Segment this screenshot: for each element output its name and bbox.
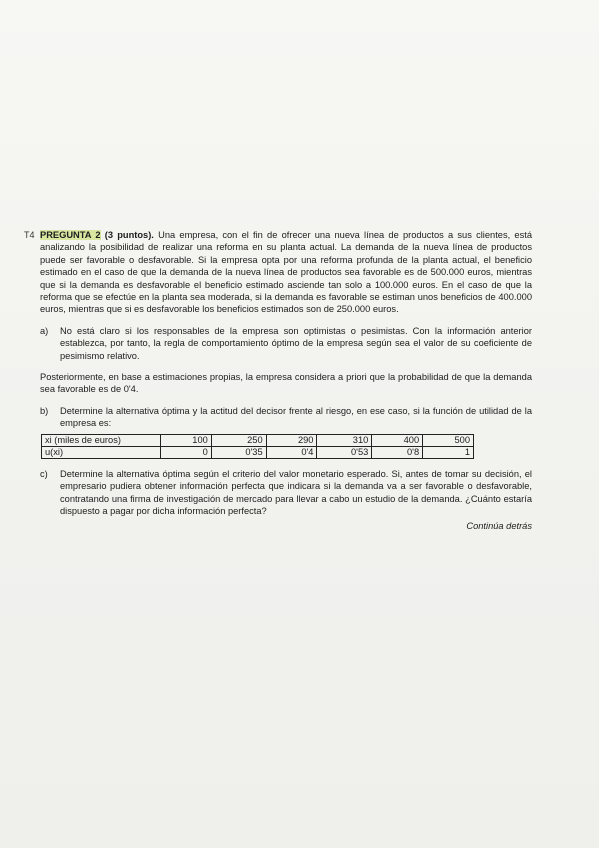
table-cell: 0'8: [372, 446, 423, 458]
table-cell: xi (miles de euros): [42, 434, 161, 446]
table-cell: u(xi): [42, 446, 161, 458]
item-a-text: No está claro si los responsables de la empresa son optimistas o pesimistas. Con la información anterior establezca, por tanto, la regla de comportamiento óptimo de la empresa según sea el valor de su coeficiente de pesimismo relativo.: [60, 325, 532, 361]
table-cell: 0'53: [317, 446, 372, 458]
table-cell: 290: [266, 434, 317, 446]
item-b-label: b): [40, 405, 49, 416]
table-cell: 0'35: [211, 446, 266, 458]
table-cell: 500: [423, 434, 474, 446]
table-cell: 100: [161, 434, 212, 446]
question-intro: [24, 229, 532, 316]
exam-question: [24, 229, 532, 533]
item-a-label: a): [40, 325, 49, 336]
table-row: [42, 446, 474, 458]
item-c: [40, 468, 532, 518]
table-cell: 310: [317, 434, 372, 446]
question-intro-text: Una empresa, con el fin de ofrecer una nueva línea de productos a sus clientes, está analizando la posibilidad de realizar una reforma en su planta actual. La demanda de la nueva línea de productos puede ser favorable o desfavorable. Si la empresa opta por una reforma profunda de la planta actual, el beneficio estimado en el caso de que la demanda de la nueva línea de productos sea favorable es de 500.000 euros, mientras que si la demanda es desfavorable el beneficio estimado asciende tan solo a 100.000 euros. En el caso de que la reforma que se efectúe en la planta sea moderada, si la demanda es favorable se estiman unos beneficios de 400.000 euros, mientras que si es desfavorable los beneficios estimados son de 250.000 euros.: [40, 230, 532, 315]
utility-table: [41, 434, 474, 459]
question-title: PREGUNTA 2: [40, 230, 101, 240]
table-cell: 0'4: [266, 446, 317, 458]
continue-note: Continúa detrás: [466, 521, 532, 532]
question-points: (3 puntos).: [104, 230, 154, 240]
table-cell: 0: [161, 446, 212, 458]
table-row: [42, 434, 474, 446]
item-c-label: c): [40, 468, 48, 479]
item-b: [40, 405, 532, 430]
item-a: [40, 325, 532, 362]
margin-handwritten-mark: T4: [24, 230, 35, 240]
table-cell: 1: [423, 446, 474, 458]
posterior-paragraph: Posteriormente, en base a estimaciones propias, la empresa considera a priori que la probabilidad de que la demanda sea favorable es de 0'4.: [40, 372, 532, 395]
table-cell: 400: [372, 434, 423, 446]
item-c-text: Determine la alternativa óptima según el criterio del valor monetario esperado. Si, antes de tomar su decisión, el empresario pudiera obtener información perfecta que indicara si la demanda va a ser favorable o desfavorable, contratando una firma de investigación de mercado para llevar a cabo un estudio de la demanda. ¿Cuánto estaría dispuesto a pagar por dicha información perfecta?: [60, 468, 532, 516]
table-cell: 250: [211, 434, 266, 446]
item-b-text: Determine la alternativa óptima y la actitud del decisor frente al riesgo, en ese caso, si la función de utilidad de la empresa es:: [60, 405, 532, 429]
